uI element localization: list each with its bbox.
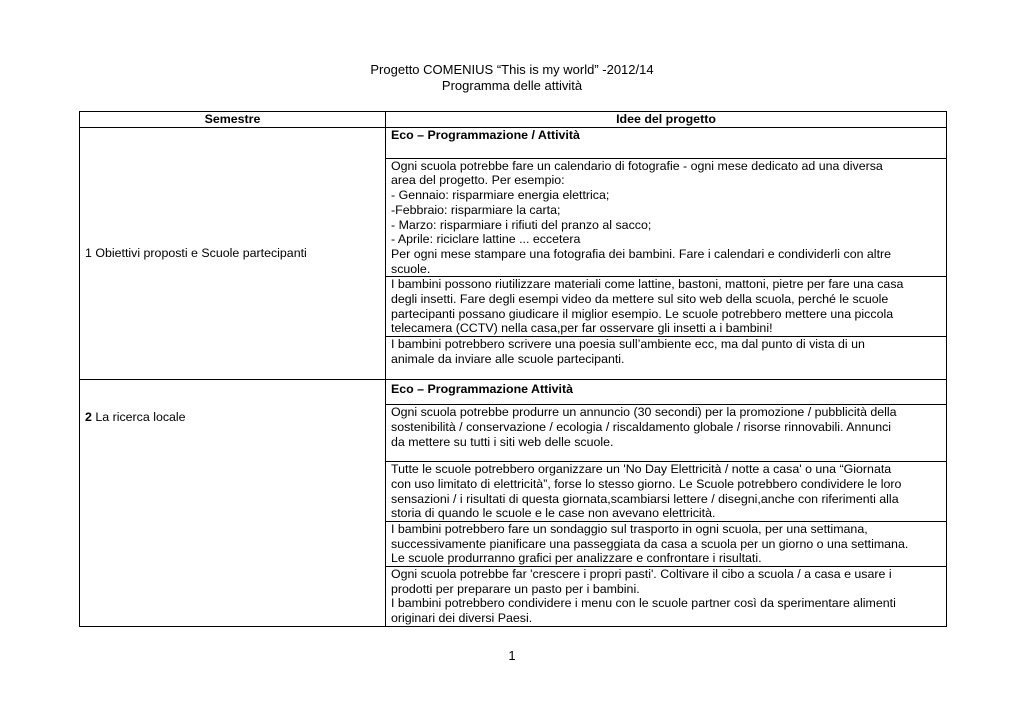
activities-table — [79, 111, 947, 627]
idea-text-line: da mettere su tutti i siti web delle scuole. — [391, 434, 614, 449]
semester-2-label: La ricerca locale — [91, 410, 186, 425]
semester-1-label: 1 Obiettivi proposti e Scuole partecipanti — [85, 246, 307, 261]
page-number: 1 — [508, 648, 516, 663]
idea-text-line: I bambini potrebbero condividere i menu con le scuole partner così da sperimentare alimenti — [391, 596, 896, 611]
idea-text-line: originari dei diversi Paesi. — [391, 611, 533, 626]
idea-text-line: sostenibilità / conservazione / ecologia / riscaldamento globale / risorse rinnovabili. Annunci — [391, 419, 892, 434]
idea-cell — [386, 462, 947, 522]
semester-2-cell — [80, 380, 386, 627]
semester-1-cell — [80, 127, 386, 379]
idea-text-line: I bambini potrebbero scrivere una poesia sull’ambiente ecc, ma dal punto di vista di un — [391, 337, 865, 352]
header-semester: Semestre — [80, 112, 386, 128]
idea-text-line: prodotti per preparare un pasto per i bambini. — [391, 581, 640, 596]
idea-text-line: animale da inviare alle scuole partecipanti. — [391, 351, 625, 366]
idea-text-line: partecipanti possano giudicare il miglior esempio. Le scuole potrebbero mettere una piccola — [391, 306, 894, 321]
idea-text-line: - Gennaio: risparmiare energia elettrica; — [391, 188, 610, 203]
idea-cell — [386, 567, 947, 627]
document-title: Progetto COMENIUS “This is my world” -2012/14 — [370, 62, 654, 77]
idea-cell — [386, 521, 947, 566]
table-header-row — [80, 112, 947, 128]
idea-text-line: successivamente pianificare una passeggiata da casa a scuola per un giorno o una settimana. — [391, 536, 909, 551]
idea-text-line: -Febbraio: risparmiare la carta; — [391, 202, 561, 217]
idea-text-line: area del progetto. Per esempio: — [391, 173, 565, 188]
idea-cell — [386, 405, 947, 462]
idea-text-line: - Marzo: risparmiare i rifiuti del pranzo al sacco; — [391, 217, 652, 232]
idea-cell — [386, 158, 947, 277]
semester-2-number: 2 — [85, 410, 92, 425]
idea-text-line: Le scuole produrranno grafici per analizzare e confrontare i risultati. — [391, 551, 762, 566]
idea-text-line: scuole. — [391, 261, 431, 276]
document-subtitle: Programma delle attività — [441, 78, 583, 93]
header-project-ideas: Idee del progetto — [386, 112, 947, 128]
idea-text-line: Ogni scuola potrebbe far 'crescere i propri pasti'. Coltivare il cibo a scuola / a casa e usare i — [391, 567, 892, 582]
idea-text-line: Ogni scuola potrebbe produrre un annuncio (30 secondi) per la promozione / pubblicità della — [391, 405, 897, 420]
idea-text-line: con uso limitato di elettricità”, forse lo stesso giorno. Le Scuole potrebbero condividere le loro — [391, 476, 902, 491]
idea-text-line: telecamera (CCTV) nella casa,per far osservare gli insetti a i bambini! — [391, 321, 773, 336]
idea-text-line: - Aprile: riciclare lattine ... eccetera — [391, 232, 581, 247]
idea-text-line: I bambini potrebbero fare un sondaggio sul trasporto in ogni scuola, per una settimana, — [391, 521, 868, 536]
semester-1-heading-cell — [386, 127, 947, 158]
semester-2-heading-cell — [386, 380, 947, 405]
idea-text-line: Per ogni mese stampare una fotografia dei bambini. Fare i calendari e condividerli con altre — [391, 246, 892, 261]
idea-text-line: Ogni scuola potrebbe fare un calendario di fotografie - ogni mese dedicato ad una diversa — [391, 158, 883, 173]
table-row — [80, 127, 947, 158]
idea-text-line: storia di quando le scuole e le case non avevano elettricità. — [391, 506, 716, 521]
idea-cell — [386, 277, 947, 337]
idea-text-line: Tutte le scuole potrebbero organizzare un 'No Day Elettricità / notte a casa' o una “Giornata — [391, 462, 892, 477]
idea-cell — [386, 337, 947, 380]
semester-1-heading: Eco – Programmazione / Attività — [391, 127, 580, 142]
idea-text-line: degli insetti. Fare degli esempi video da mettere sul sito web della scuola, perché le scuole — [391, 292, 889, 307]
semester-2-heading: Eco – Programmazione Attività — [391, 382, 574, 397]
idea-text-line: I bambini possono riutilizzare materiali come lattine, bastoni, mattoni, pietre per fare una casa — [391, 277, 904, 292]
idea-text-line: sensazioni / i risultati di questa giornata,scambiarsi lettere / disegni,anche con riferimenti alla — [391, 491, 899, 506]
table-row — [80, 380, 947, 405]
